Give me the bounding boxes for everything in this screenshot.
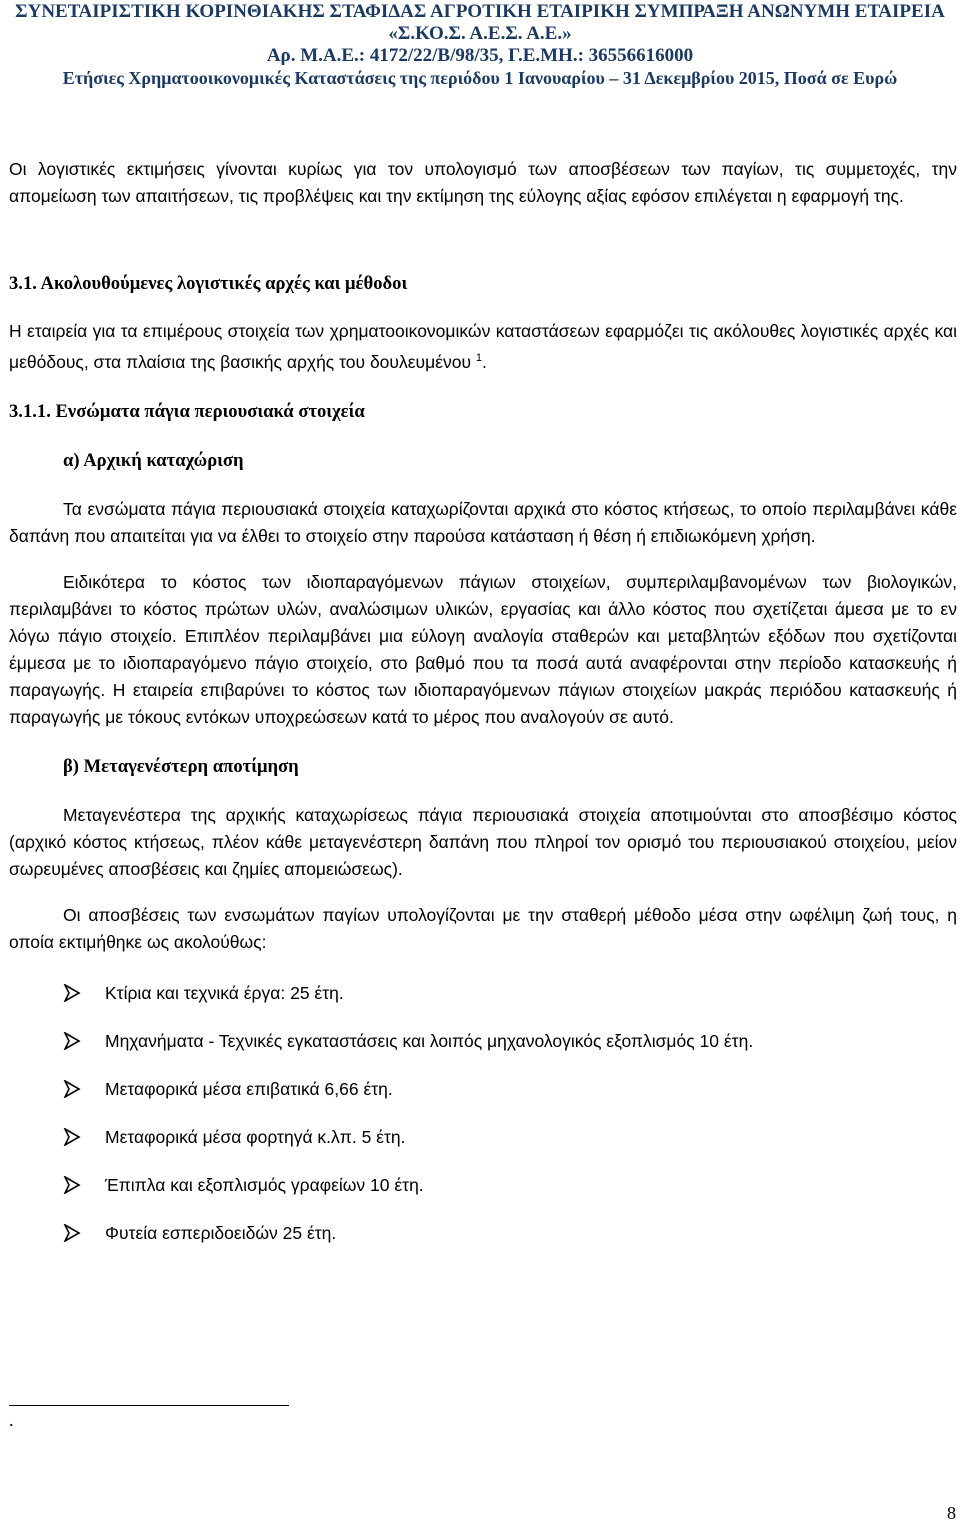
header-statement-period: Ετήσιες Χρηματοοικονομικές Καταστάσεις της περιόδου 1 Ιανουαρίου – 31 Δεκεμβρίου 2015, Ποσά σε Ευρώ [62, 68, 898, 88]
document-body [9, 156, 957, 1268]
list-item-text: Μεταφορικά μέσα επιβατικά 6,66 έτη. [105, 1078, 393, 1099]
subsection-a-paragraph-1: Τα ενσώματα πάγια περιουσιακά στοιχεία καταχωρίζονται αρχικά στο κόστος κτήσεως, το οποίο περιλαμβάνει κάθε δαπάνη που απαιτείται για να έλθει το στοιχείο στην παρούσα κατάσταση ή θέση ή επιδιωκόμενη χρήση. [9, 498, 957, 546]
list-item-text: Μεταφορικά μέσα φορτηγά κ.λπ. 5 έτη. [105, 1126, 406, 1147]
useful-life-list [9, 980, 957, 1247]
header-company-name: ΣΥΝΕΤΑΙΡΙΣΤΙΚΗ ΚΟΡΙΝΘΙΑΚΗΣ ΣΤΑΦΙΔΑΣ ΑΓΡΟΤΙΚΗ ΕΤΑΙΡΙΚΗ ΣΥΜΠΡΑΞΗ ΑΝΩΝΥΜΗ ΕΤΑΙΡΕΙΑ [15, 1, 945, 22]
list-item-text: Μηχανήματα - Τεχνικές εγκαταστάσεις και λοιπός μηχανολογικός εξοπλισμός 10 έτη. [105, 1030, 754, 1051]
footnote-separator [9, 1405, 289, 1406]
header-company-abbreviation: «Σ.ΚΟ.Σ. Α.Ε.Σ. Α.Ε.» [388, 23, 572, 44]
subsection-b-title: β) Μεταγενέστερη αποτίμηση [63, 755, 299, 777]
subsection-a-title: α) Αρχική καταχώριση [63, 449, 244, 471]
list-item [9, 1028, 957, 1055]
list-item [9, 1220, 957, 1247]
list-item [9, 1076, 957, 1103]
header-registration-numbers: Αρ. Μ.Α.Ε.: 4172/22/Β/98/35, Γ.Ε.ΜΗ.: 36556616000 [266, 45, 694, 66]
list-item-text: Κτίρια και τεχνικά έργα: 25 έτη. [105, 982, 344, 1003]
subsection-b-paragraph-1: Μεταγενέστερα της αρχικής καταχωρίσεως πάγια περιουσιακά στοιχεία αποτιμούνται στο αποσβέσιμο κόστος (αρχικό κόστος κτήσεως, πλέον κάθε μεταγενέστερη δαπάνη που πληροί τον ορισμό του περιουσιακού στοιχείου, μείον σωρευμένες αποσβέσεις και ζημίες απομειώσεως). [9, 804, 957, 879]
list-item-text: Έπιπλα και εξοπλισμός γραφείων 10 έτη. [105, 1174, 424, 1195]
subsection-a-paragraph-2: Ειδικότερα το κόστος των ιδιοπαραγόμενων πάγιων στοιχείων, συμπεριλαμβανομένων των βιολογικών, περιλαμβάνει το κόστος πρώτων υλών, αναλώσιμων υλικών, εργασίας και άλλο κόστος που σχετίζεται άμεσα με το εν λόγω πάγιο στοιχείο. Επιπλέον περιλαμβάνει μια εύλογη αναλογία σταθερών και μεταβλητών εξόδων που σχετίζονται έμμεσα με το ιδιοπαραγόμενο πάγιο στοιχείο, στο βαθμό που τα ποσά αυτά αναφέρονται στην περίοδο κατασκευής ή παραγωγής. Η εταιρεία επιβαρύνει το κόστος των ιδιοπαραγόμενων πάγιων στοιχείων μακράς περιόδου κατασκευής ή παραγωγής με τόκους εντόκων υποχρεώσεων κατά το μέρος που αναλογούν σε αυτό. [9, 571, 957, 727]
list-item [9, 1172, 957, 1199]
section-3-1-title: 3.1. Ακολουθούμενες λογιστικές αρχές και μέθοδοι [9, 273, 408, 294]
arrowhead-bullet-icon [63, 1128, 81, 1146]
list-item [9, 980, 957, 1007]
section-3-1-paragraph-text: Η εταιρεία για τα επιμέρους στοιχεία των χρηματοοικονομικών καταστάσεων εφαρμόζει τις ακόλουθες λογιστικές αρχές και μεθόδους, στα πλαίσια της βασικής αρχής του δουλευμένου [9, 321, 957, 372]
arrowhead-bullet-icon [63, 1176, 81, 1194]
arrowhead-bullet-icon [63, 1032, 81, 1050]
subsection-b-paragraph-2: Οι αποσβέσεις των ενσωμάτων παγίων υπολογίζονται με την σταθερή μέθοδο μέσα στην ωφέλιμη ζωή τους, η οποία εκτιμήθηκε ως ακολούθως: [9, 904, 957, 952]
page-number: 8 [947, 1503, 956, 1523]
arrowhead-bullet-icon [63, 1224, 81, 1242]
page-header [0, 0, 960, 89]
list-item-text: Φυτεία εσπεριδοειδών 25 έτη. [105, 1222, 337, 1243]
arrowhead-bullet-icon [63, 1080, 81, 1098]
list-item [9, 1124, 957, 1151]
footnote-text: . [9, 1410, 14, 1430]
section-3-1-1-title: 3.1.1. Ενσώματα πάγια περιουσιακά στοιχεία [9, 400, 365, 422]
section-3-1-paragraph [9, 318, 957, 376]
arrowhead-bullet-icon [63, 984, 81, 1002]
footnote-reference: 1 [475, 352, 483, 364]
section-3-1-paragraph-end: . [482, 351, 487, 372]
intro-paragraph: Οι λογιστικές εκτιμήσεις γίνονται κυρίως για τον υπολογισμό των αποσβέσεων των παγίων, τις συμμετοχές, την απομείωση των απαιτήσεων, τις προβλέψεις και την εκτίμηση της εύλογης αξίας εφόσον επιλέγεται η εφαρμογή της. [9, 159, 957, 206]
